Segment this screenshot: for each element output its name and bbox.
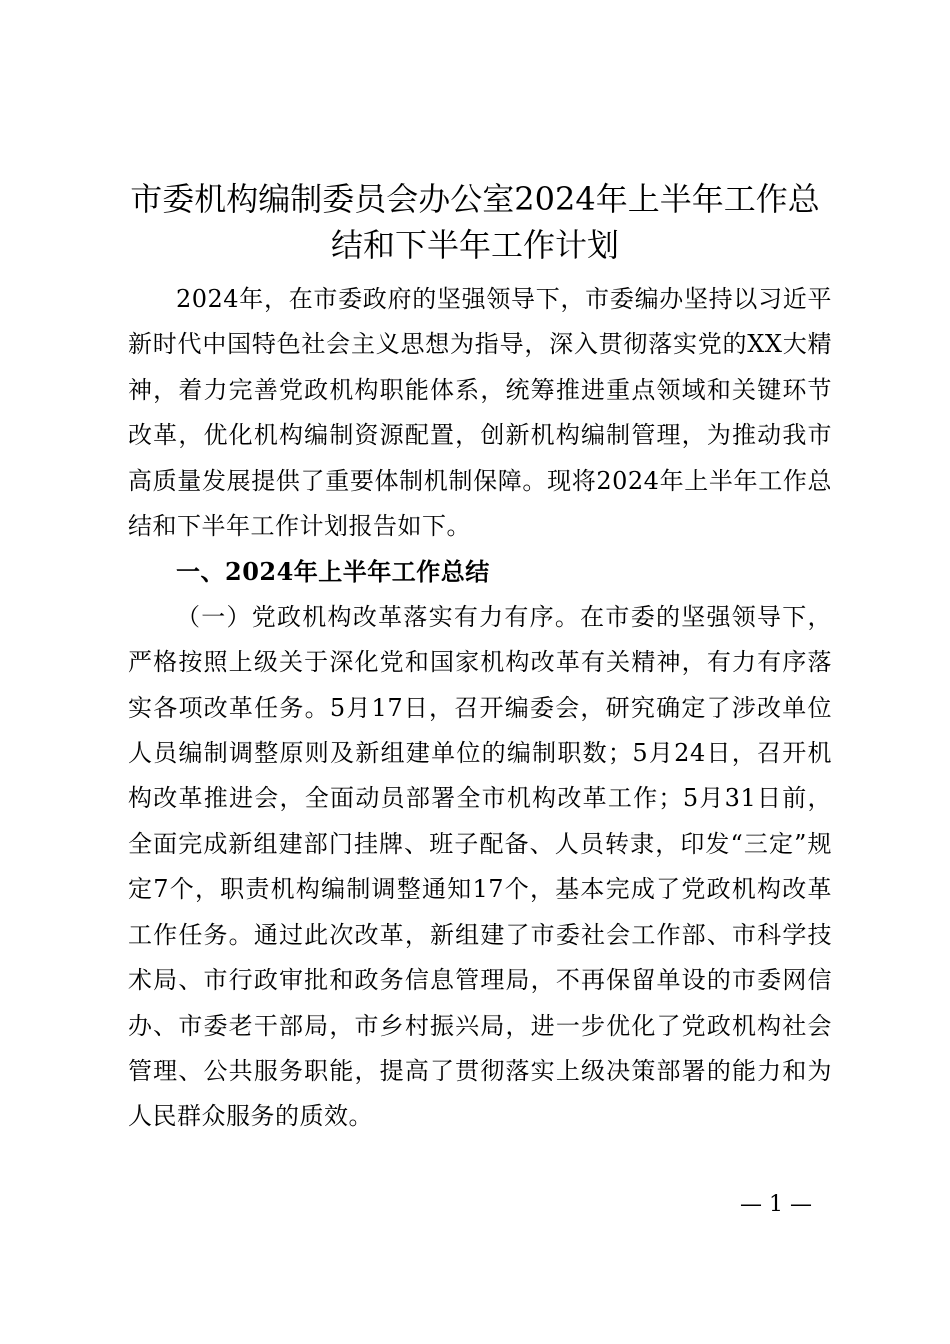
subsection-paragraph (128, 595, 832, 1140)
subsection-text: 在市委的坚强领导下，严格按照上级关于深化党和国家机构改革有关精神，有力有序落实各项改革任务。5月17日，召开编委会，研究确定了涉改单位人员编制调整原则及新组建单位的编制职数；5月24日，召开机构改革推进会，全面动员部署全市机构改革工作；5月31日前，全面完成新组建部门挂牌、班子配备、人员转隶，印发“三定”规定7个，职责机构编制调整通知17个，基本完成了党政机构改革工作任务。通过此次改革，新组建了市委社会工作部、市科学技术局、市行政审批和政务信息管理局，不再保留单设的市委网信办、市委老干部局，市乡村振兴局，进一步优化了党政机构社会管理、公共服务职能，提高了贯彻落实上级决策部署的能力和为人民群众服务的质效。 (128, 602, 833, 1131)
document-body (128, 277, 832, 1140)
intro-paragraph: 2024年，在市委政府的坚强领导下，市委编办坚持以习近平新时代中国特色社会主义思想为指导，深入贯彻落实党的XX大精神，着力完善党政机构职能体系，统筹推进重点领域和关键环节改革，优化机构编制资源配置，创新机构编制管理，为推动我市高质量发展提供了重要体制机制保障。现将2024年上半年工作总结和下半年工作计划报告如下。 (128, 285, 832, 541)
document-title: 市委机构编制委员会办公室2024年上半年工作总结和下半年工作计划 (130, 180, 820, 264)
section-heading: 一、2024年上半年工作总结 (176, 557, 490, 587)
page-number: — 1 — (740, 1192, 812, 1217)
subsection-lead: （一）党政机构改革落实有力有序。 (176, 602, 581, 631)
